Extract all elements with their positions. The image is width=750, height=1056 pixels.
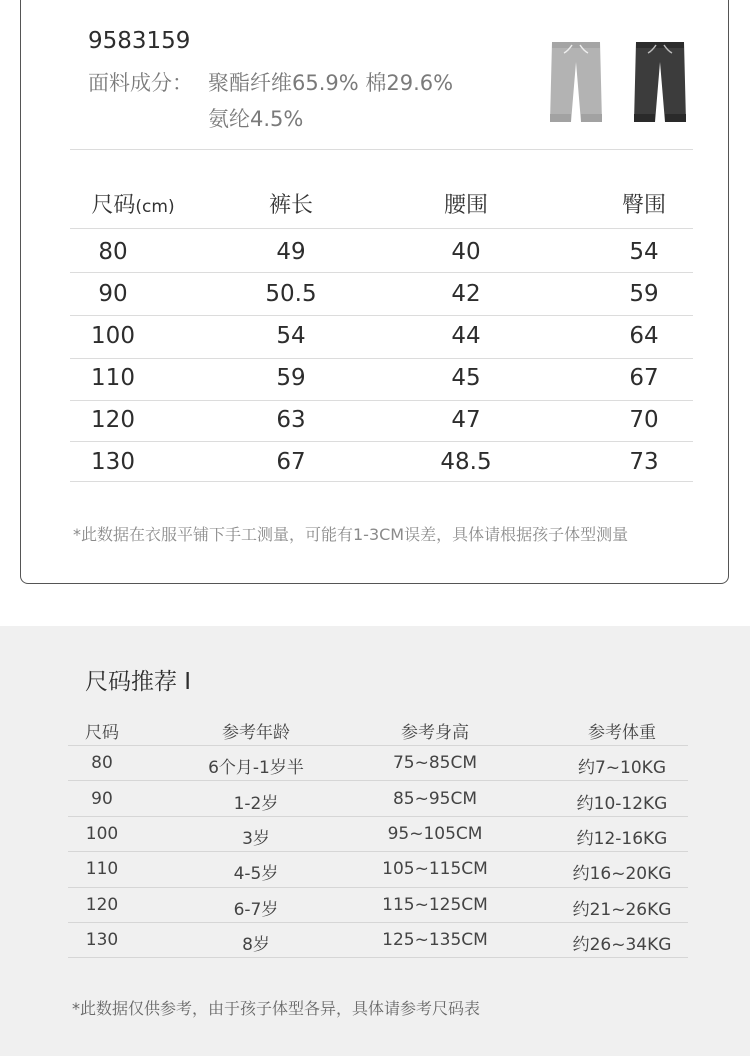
table-divider <box>68 922 688 923</box>
table-cell: 70 <box>629 407 659 433</box>
table-cell: 105~115CM <box>382 859 488 879</box>
table-cell: 约21~26KG <box>572 900 672 920</box>
recommend-title: 尺码推荐 I <box>85 669 192 695</box>
table-cell: 80 <box>91 753 113 773</box>
black-pants-image <box>632 38 688 124</box>
table-cell: 40 <box>451 239 481 265</box>
fabric-composition-line1: 聚酯纤维65.9% 棉29.6% <box>208 71 454 95</box>
table-cell: 4-5岁 <box>233 864 279 884</box>
table-cell: 120 <box>91 407 135 433</box>
table-cell: 3岁 <box>242 829 270 849</box>
table-divider <box>68 851 688 852</box>
table-cell: 80 <box>98 239 128 265</box>
table-cell: 54 <box>276 323 306 349</box>
table-cell: 73 <box>629 449 659 475</box>
table-cell: 59 <box>276 365 306 391</box>
table-cell: 75~85CM <box>392 753 478 773</box>
table-cell: 约10-12KG <box>576 794 668 814</box>
table-cell: 67 <box>629 365 659 391</box>
table-cell: 110 <box>91 365 135 391</box>
table-cell: 45 <box>451 365 481 391</box>
table-cell: 100 <box>85 824 119 844</box>
table-divider <box>70 400 693 401</box>
size-table-header-waist: 腰围 <box>443 193 489 218</box>
table-cell: 125~135CM <box>382 930 488 950</box>
table-cell: 63 <box>276 407 306 433</box>
table-cell: 85~95CM <box>392 789 478 809</box>
recommend-note: *此数据仅供参考，由于孩子体型各异，具体请参考尺码表 <box>72 999 481 1018</box>
table-cell: 115~125CM <box>382 895 488 915</box>
table-cell: 49 <box>276 239 306 265</box>
table-divider <box>70 441 693 442</box>
table-cell: 90 <box>98 281 128 307</box>
size-table-header-size: 尺码(cm) <box>91 193 175 218</box>
recommend-header-size: 尺码 <box>85 723 119 743</box>
table-cell: 120 <box>85 895 119 915</box>
table-cell: 48.5 <box>440 449 492 475</box>
size-table-header-hip: 臀围 <box>621 193 667 218</box>
size-recommend-panel <box>0 626 750 1056</box>
table-divider <box>68 816 688 817</box>
table-cell: 8岁 <box>242 935 270 955</box>
table-cell: 50.5 <box>265 281 317 307</box>
table-cell: 约7~10KG <box>577 758 667 778</box>
table-cell: 约16~20KG <box>572 864 672 884</box>
table-cell: 54 <box>629 239 659 265</box>
size-table-header-length: 裤长 <box>268 193 314 218</box>
table-cell: 130 <box>85 930 119 950</box>
recommend-header-height: 参考身高 <box>401 723 469 743</box>
fabric-composition-line2: 氨纶4.5% <box>208 107 304 131</box>
product-code: 9583159 <box>88 28 191 54</box>
table-divider <box>70 228 693 229</box>
table-cell: 130 <box>91 449 135 475</box>
table-cell: 95~105CM <box>387 824 483 844</box>
table-divider <box>70 272 693 273</box>
table-cell: 110 <box>85 859 119 879</box>
table-cell: 6-7岁 <box>233 900 279 920</box>
table-cell: 64 <box>629 323 659 349</box>
table-cell: 90 <box>91 789 113 809</box>
table-divider <box>70 315 693 316</box>
table-divider <box>70 358 693 359</box>
table-cell: 100 <box>91 323 135 349</box>
table-divider <box>68 780 688 781</box>
table-cell: 约26~34KG <box>572 935 672 955</box>
table-cell: 42 <box>451 281 481 307</box>
table-cell: 约12-16KG <box>576 829 668 849</box>
table-cell: 47 <box>451 407 481 433</box>
divider <box>70 149 693 150</box>
table-cell: 6个月-1岁半 <box>208 758 304 778</box>
table-cell: 1-2岁 <box>233 794 279 814</box>
table-cell: 44 <box>451 323 481 349</box>
table-cell: 67 <box>276 449 306 475</box>
table-divider <box>68 957 688 958</box>
table-divider <box>68 887 688 888</box>
measurement-note: *此数据在衣服平铺下手工测量，可能有1-3CM误差，具体请根据孩子体型测量 <box>73 525 629 544</box>
recommend-header-age: 参考年龄 <box>222 723 290 743</box>
fabric-label: 面料成分： <box>88 71 193 95</box>
table-cell: 59 <box>629 281 659 307</box>
table-divider <box>70 481 693 482</box>
recommend-header-weight: 参考体重 <box>588 723 656 743</box>
grey-pants-image <box>548 38 604 124</box>
table-divider <box>68 745 688 746</box>
